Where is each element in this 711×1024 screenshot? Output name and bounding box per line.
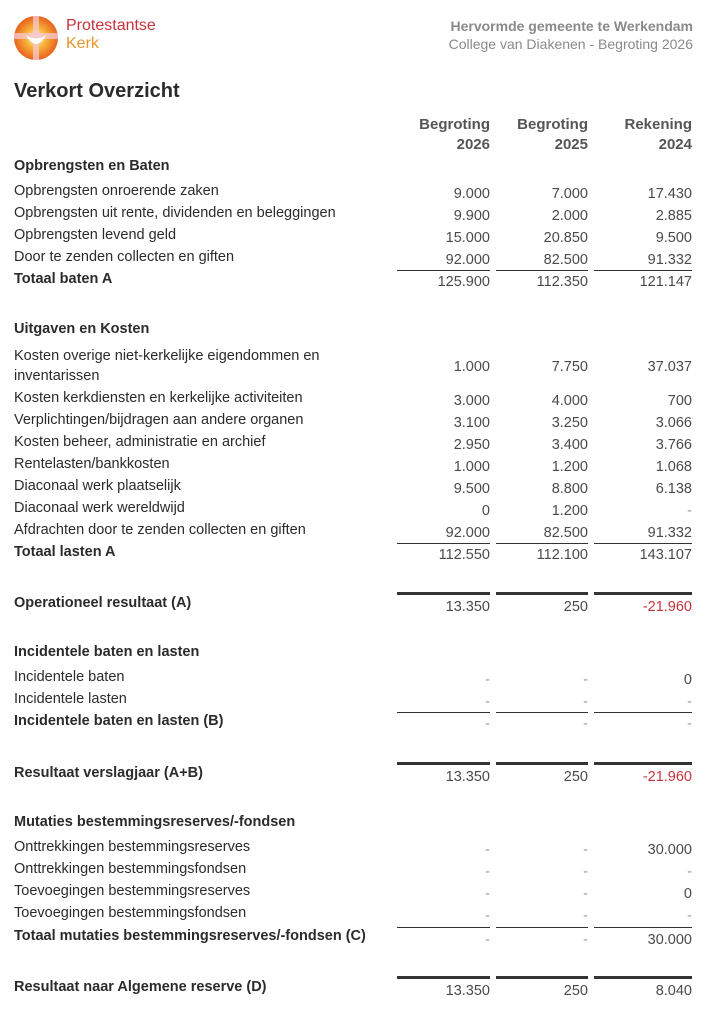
value-2024: 1.068 bbox=[655, 459, 692, 475]
value-2025: 1.200 bbox=[551, 503, 588, 519]
total-row bbox=[0, 544, 711, 566]
total-label: Totaal baten A bbox=[14, 271, 113, 287]
table-row bbox=[0, 227, 711, 249]
value-2024: 0 bbox=[683, 672, 692, 688]
section-heading-label: Incidentele baten en lasten bbox=[14, 644, 200, 660]
total-2026: 112.550 bbox=[438, 547, 490, 563]
row-label: Door te zenden collecten en giften bbox=[14, 249, 235, 265]
column-header-begroting-2025 bbox=[496, 115, 588, 155]
value-2024: - bbox=[687, 864, 692, 880]
table-row bbox=[0, 500, 711, 522]
value-2024: 30.000 bbox=[647, 842, 692, 858]
organization-name: Hervormde gemeente te Werkendam bbox=[450, 18, 693, 34]
table-row bbox=[0, 434, 711, 456]
result-2024: -21.960 bbox=[642, 769, 692, 785]
value-2025: 2.000 bbox=[551, 208, 588, 224]
row-label: Kosten beheer, administratie en archief bbox=[14, 434, 266, 450]
value-2025: - bbox=[583, 886, 588, 902]
value-2026: 9.900 bbox=[453, 208, 490, 224]
value-2026: - bbox=[485, 908, 490, 924]
table-row bbox=[0, 522, 711, 544]
row-label: Onttrekkingen bestemmingsreserves bbox=[14, 839, 251, 855]
section-heading bbox=[0, 158, 711, 180]
value-2024: - bbox=[687, 908, 692, 924]
church-logo-icon bbox=[14, 16, 58, 60]
value-2024: 17.430 bbox=[647, 186, 692, 202]
row-label: Incidentele baten bbox=[14, 669, 125, 685]
result-2025: 250 bbox=[563, 983, 588, 999]
total-2024: 143.107 bbox=[639, 547, 692, 563]
row-label-line2: inventarissen bbox=[14, 368, 100, 384]
value-2025: - bbox=[583, 694, 588, 710]
total-2024: - bbox=[687, 716, 692, 732]
column-header-line2: 2026 bbox=[456, 136, 490, 153]
row-label: Diaconaal werk wereldwijd bbox=[14, 500, 185, 516]
row-label: Opbrengsten uit rente, dividenden en beleggingen bbox=[14, 205, 336, 221]
total-label: Totaal mutaties bestemmingsreserves/-fondsen (C) bbox=[14, 928, 366, 944]
row-label: Rentelasten/bankkosten bbox=[14, 456, 170, 472]
value-2026: 2.950 bbox=[453, 437, 490, 453]
document-subtitle: College van Diakenen - Begroting 2026 bbox=[448, 36, 693, 52]
table-row bbox=[0, 905, 711, 927]
result-label: Resultaat naar Algemene reserve (D) bbox=[14, 979, 267, 995]
table-row bbox=[0, 183, 711, 205]
value-2025: 82.500 bbox=[543, 252, 588, 268]
value-2025: 3.400 bbox=[551, 437, 588, 453]
value-2026: 1.000 bbox=[453, 359, 490, 375]
value-2024: 700 bbox=[667, 393, 692, 409]
section-heading bbox=[0, 814, 711, 836]
row-label: Toevoegingen bestemmingsreserves bbox=[14, 883, 251, 899]
value-2025: 4.000 bbox=[551, 393, 588, 409]
value-2024: 3.066 bbox=[655, 415, 692, 431]
document-header bbox=[449, 17, 693, 53]
total-2024: 30.000 bbox=[647, 932, 692, 948]
value-2026: - bbox=[485, 886, 490, 902]
value-2025: 8.800 bbox=[551, 481, 588, 497]
result-2026: 13.350 bbox=[445, 599, 490, 615]
value-2024: 3.766 bbox=[655, 437, 692, 453]
table-row bbox=[0, 205, 711, 227]
total-2026: - bbox=[485, 932, 490, 948]
table-row bbox=[0, 390, 711, 412]
row-label: Afdrachten door te zenden collecten en giften bbox=[14, 522, 306, 538]
value-2024: - bbox=[687, 503, 692, 519]
table-row bbox=[0, 412, 711, 434]
result-2026: 13.350 bbox=[445, 983, 490, 999]
value-2024: 91.332 bbox=[647, 252, 692, 268]
result-2025: 250 bbox=[563, 769, 588, 785]
value-2026: - bbox=[485, 672, 490, 688]
value-2025: - bbox=[583, 672, 588, 688]
value-2026: 0 bbox=[481, 503, 490, 519]
value-2024: - bbox=[687, 694, 692, 710]
row-label bbox=[14, 346, 319, 386]
total-row bbox=[0, 713, 711, 735]
value-2026: - bbox=[485, 694, 490, 710]
column-header-line1: Rekening bbox=[624, 116, 692, 133]
row-label: Opbrengsten levend geld bbox=[14, 227, 177, 243]
value-2025: 7.750 bbox=[551, 359, 588, 375]
value-2024: 91.332 bbox=[647, 525, 692, 541]
value-2024: 0 bbox=[683, 886, 692, 902]
value-2026: 92.000 bbox=[445, 252, 490, 268]
column-header-line1: Begroting bbox=[517, 116, 588, 133]
result-row-verslagjaar bbox=[0, 765, 711, 787]
value-2025: 7.000 bbox=[551, 186, 588, 202]
total-2024: 121.147 bbox=[639, 274, 692, 290]
value-2026: 3.100 bbox=[453, 415, 490, 431]
column-header-line2: 2024 bbox=[658, 136, 692, 153]
total-row bbox=[0, 271, 711, 293]
total-2026: - bbox=[485, 716, 490, 732]
value-2025: 82.500 bbox=[543, 525, 588, 541]
value-2025: 3.250 bbox=[551, 415, 588, 431]
total-2025: 112.350 bbox=[536, 274, 588, 290]
total-row bbox=[0, 928, 711, 950]
column-header-rekening-2024 bbox=[594, 115, 692, 155]
row-label: Diaconaal werk plaatselijk bbox=[14, 478, 181, 494]
column-header-line1: Begroting bbox=[419, 116, 490, 133]
row-label: Onttrekkingen bestemmingsfondsen bbox=[14, 861, 247, 877]
value-2025: 1.200 bbox=[551, 459, 588, 475]
value-2026: 3.000 bbox=[453, 393, 490, 409]
value-2026: 9.000 bbox=[453, 186, 490, 202]
row-label: Verplichtingen/bijdragen aan andere organen bbox=[14, 412, 304, 428]
value-2026: 92.000 bbox=[445, 525, 490, 541]
logo-text bbox=[66, 17, 156, 53]
table-row bbox=[0, 669, 711, 691]
row-label: Incidentele lasten bbox=[14, 691, 127, 707]
column-header-line2: 2025 bbox=[554, 136, 588, 153]
logo-text-line1: Protestantse bbox=[66, 17, 156, 34]
value-2024: 9.500 bbox=[655, 230, 692, 246]
total-2026: 125.900 bbox=[437, 274, 490, 290]
table-row bbox=[0, 691, 711, 713]
result-row-operationeel bbox=[0, 595, 711, 617]
result-2026: 13.350 bbox=[445, 769, 490, 785]
section-heading-label: Mutaties bestemmingsreserves/-fondsen bbox=[14, 814, 296, 830]
total-2025: - bbox=[583, 932, 588, 948]
value-2024: 37.037 bbox=[647, 359, 692, 375]
page-title: Verkort Overzicht bbox=[14, 80, 180, 102]
result-label: Resultaat verslagjaar (A+B) bbox=[14, 765, 203, 781]
section-heading bbox=[0, 321, 711, 343]
result-2024: -21.960 bbox=[642, 599, 692, 615]
section-heading-label: Uitgaven en Kosten bbox=[14, 321, 150, 337]
column-header-begroting-2026 bbox=[397, 115, 490, 155]
value-2025: - bbox=[583, 864, 588, 880]
section-heading bbox=[0, 644, 711, 666]
table-row bbox=[0, 883, 711, 905]
section-heading-label: Opbrengsten en Baten bbox=[14, 158, 170, 174]
table-row bbox=[0, 478, 711, 500]
result-2025: 250 bbox=[563, 599, 588, 615]
logo-text-line2: Kerk bbox=[66, 35, 99, 52]
value-2026: - bbox=[485, 842, 490, 858]
table-row bbox=[0, 249, 711, 271]
logo bbox=[14, 16, 58, 60]
total-label: Incidentele baten en lasten (B) bbox=[14, 713, 224, 729]
value-2025: - bbox=[583, 908, 588, 924]
value-2024: 2.885 bbox=[655, 208, 692, 224]
value-2026: 15.000 bbox=[445, 230, 490, 246]
value-2026: 9.500 bbox=[453, 481, 490, 497]
value-2026: 1.000 bbox=[453, 459, 490, 475]
table-row bbox=[0, 861, 711, 883]
row-label: Toevoegingen bestemmingsfondsen bbox=[14, 905, 247, 921]
value-2024: 6.138 bbox=[655, 481, 692, 497]
table-row bbox=[0, 456, 711, 478]
table-row bbox=[0, 346, 711, 386]
row-label-line1: Kosten overige niet-kerkelijke eigendommen en bbox=[14, 348, 320, 364]
result-row-algemene-reserve bbox=[0, 979, 711, 1001]
result-label: Operationeel resultaat (A) bbox=[14, 595, 192, 611]
total-2025: 112.100 bbox=[536, 547, 588, 563]
row-label: Opbrengsten onroerende zaken bbox=[14, 183, 219, 199]
total-2025: - bbox=[583, 716, 588, 732]
value-2025: 20.850 bbox=[543, 230, 588, 246]
table-row bbox=[0, 839, 711, 861]
result-2024: 8.040 bbox=[655, 983, 692, 999]
row-label: Kosten kerkdiensten en kerkelijke activiteiten bbox=[14, 390, 303, 406]
value-2026: - bbox=[485, 864, 490, 880]
value-2025: - bbox=[583, 842, 588, 858]
total-label: Totaal lasten A bbox=[14, 544, 116, 560]
